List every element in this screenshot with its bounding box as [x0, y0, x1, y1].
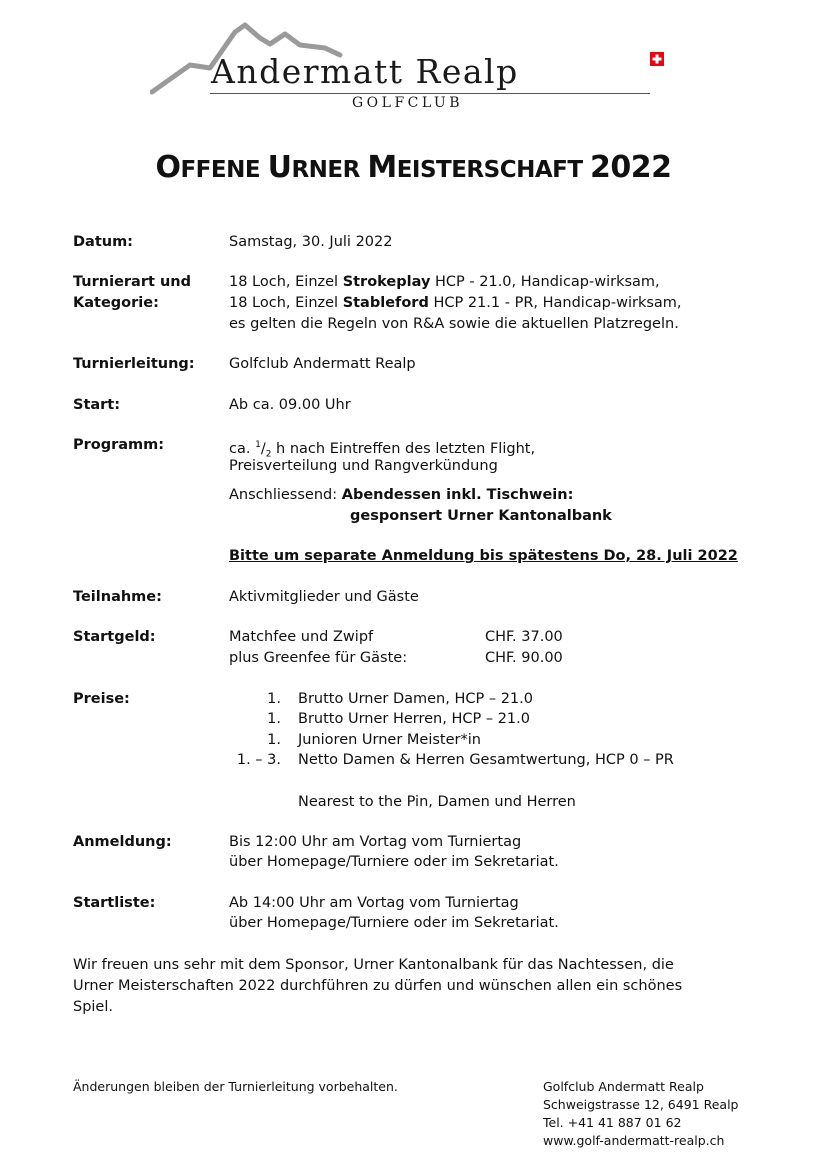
footer-tel: Tel. +41 41 887 01 62 — [543, 1115, 682, 1130]
footer-web[interactable]: www.golf-andermatt-realp.ch — [543, 1133, 725, 1148]
anmeldung-line-1: Bis 12:00 Uhr am Vortag vom Turniertag — [229, 834, 522, 850]
swiss-flag-icon — [650, 52, 664, 66]
turnierart-line-1: 18 Loch, Einzel Strokeplay HCP - 21.0, Handicap-wirksam, — [229, 274, 660, 290]
programm-line-1: ca. $^1/_2$ h nach Eintreffen des letzten Flight, — [229, 440, 536, 460]
closing-line-2: Urner Meisterschaften 2022 durchführen zu dürfen und wünschen allen ein schönes — [73, 978, 683, 994]
startgeld-label: Startgeld: — [73, 629, 156, 645]
kategorie-label: Kategorie: — [73, 295, 159, 311]
fee-price-2: CHF. 90.00 — [485, 650, 563, 666]
turnierleitung-label: Turnierleitung: — [73, 356, 195, 372]
prize-extra: Nearest to the Pin, Damen und Herren — [298, 794, 576, 810]
prize-item: 1. Junioren Urner Meister*in — [267, 732, 481, 748]
closing-line-3: Spiel. — [73, 999, 113, 1015]
turnierart-line-2: 18 Loch, Einzel Stableford HCP 21.1 - PR, Handicap-wirksam, — [229, 295, 682, 311]
programm-line-2: Preisverteilung und Rangverkündung — [229, 458, 498, 474]
startliste-line-1: Ab 14:00 Uhr am Vortag vom Turniertag — [229, 895, 519, 911]
footer-street: Schweigstrasse 12, 6491 Realp — [543, 1097, 739, 1112]
programm-line-3: Anschliessend: Abendessen inkl. Tischwein: — [229, 487, 574, 503]
datum-label: Datum: — [73, 234, 133, 250]
turnierart-line-3: es gelten die Regeln von R&A sowie die aktuellen Platzregeln. — [229, 316, 679, 332]
fee-name-1: Matchfee und Zwipf — [229, 629, 374, 645]
preise-label: Preise: — [73, 691, 130, 707]
fee-name-2: plus Greenfee für Gäste: — [229, 650, 408, 666]
teilnahme-value: Aktivmitglieder und Gäste — [229, 589, 419, 605]
teilnahme-label: Teilnahme: — [73, 589, 162, 605]
programm-label: Programm: — [73, 437, 165, 453]
prize-item: 1. Brutto Urner Damen, HCP – 21.0 — [267, 691, 533, 707]
page-title: OFFENE URNER MEISTERSCHAFT 2022 — [155, 150, 672, 185]
programm-sponsor: gesponsert Urner Kantonalbank — [350, 508, 612, 524]
start-label: Start: — [73, 397, 121, 413]
turnierart-label: Turnierart und — [73, 274, 191, 290]
logo-underline — [210, 93, 650, 94]
fee-price-1: CHF. 37.00 — [485, 629, 563, 645]
datum-value: Samstag, 30. Juli 2022 — [229, 234, 393, 250]
anmeldung-line-2: über Homepage/Turniere oder im Sekretariat. — [229, 854, 559, 870]
startliste-line-2: über Homepage/Turniere oder im Sekretariat. — [229, 915, 559, 931]
start-value: Ab ca. 09.00 Uhr — [229, 397, 351, 413]
startliste-label: Startliste: — [73, 895, 156, 911]
prize-item: 1. – 3. Netto Damen & Herren Gesamtwertung, HCP 0 – PR — [236, 752, 674, 768]
footer-note: Änderungen bleiben der Turnierleitung vorbehalten. — [73, 1079, 398, 1094]
prize-item: 1. Brutto Urner Herren, HCP – 21.0 — [267, 711, 530, 727]
footer-club: Golfclub Andermatt Realp — [543, 1079, 704, 1094]
club-name: Andermatt Realp — [211, 52, 519, 91]
registration-notice: Bitte um separate Anmeldung bis spätestens Do, 28. Juli 2022 — [229, 548, 738, 564]
club-subtitle: GOLFCLUB — [352, 95, 464, 111]
closing-line-1: Wir freuen uns sehr mit dem Sponsor, Urner Kantonalbank für das Nachtessen, die — [73, 957, 674, 973]
anmeldung-label: Anmeldung: — [73, 834, 172, 850]
turnierleitung-value: Golfclub Andermatt Realp — [229, 356, 416, 372]
